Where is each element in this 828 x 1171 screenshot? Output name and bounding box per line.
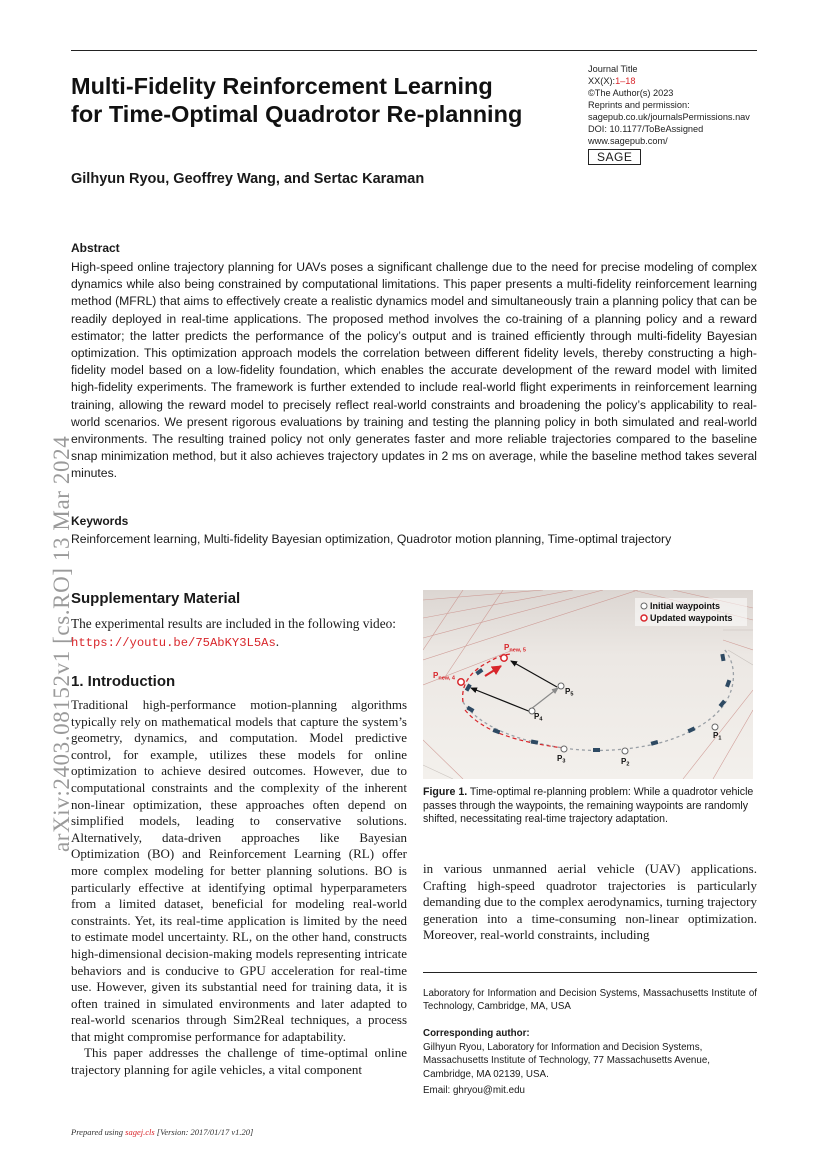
figure-1-caption: [423, 786, 757, 827]
journal-title: Journal Title: [588, 64, 638, 74]
supplementary-text: The experimental results are included in the following video:: [71, 616, 396, 631]
figure-1-label: Figure 1.: [423, 786, 468, 798]
author-list: Gilhyun Ryou, Geoffrey Wang, and Sertac Karaman: [71, 171, 425, 187]
corresponding-text: Gilhyun Ryou, Laboratory for Information and Decision Systems, Massachusetts Institute of Technology, 77 Massachusetts Avenue, Cambridge, MA 02139, USA.: [423, 1042, 710, 1080]
paper-title: [71, 72, 571, 128]
footer-prefix: Prepared using: [71, 1127, 126, 1137]
sage-logo: SAGE: [588, 149, 641, 165]
legend-initial-marker: [641, 603, 647, 609]
intro-paragraph-2: This paper addresses the challenge of time-optimal online trajectory planning for agile vehicles, a vital component: [71, 1045, 407, 1078]
doi: DOI: 10.1177/ToBeAssigned: [588, 124, 704, 134]
footer-suffix: [Version: 2017/01/17 v1.20]: [154, 1127, 254, 1137]
supplementary-heading: Supplementary Material: [71, 590, 241, 607]
top-rule: [71, 50, 757, 51]
page-footer: [71, 1127, 253, 1137]
introduction-continued: in various unmanned aerial vehicle (UAV) applications. Crafting high-speed quadrotor trajectories is particularly demanding due to the complex aerodynamics, turning trajectory generation into a time-consuming non-linear optimization. Moreover, real-world constraints, including: [423, 861, 757, 943]
journal-info: [588, 63, 788, 147]
keywords-heading: Keywords: [71, 514, 129, 528]
video-link[interactable]: https://youtu.be/75AbKY3L5As: [71, 635, 276, 650]
copyright: ©The Author(s) 2023: [588, 88, 674, 98]
introduction-heading: 1. Introduction: [71, 673, 176, 690]
reprints-label: Reprints and permission:: [588, 100, 690, 110]
footer-cls[interactable]: sagej.cls: [125, 1127, 155, 1137]
email[interactable]: Email: ghryou@mit.edu: [423, 1085, 525, 1096]
figure-1-caption-text: Time-optimal re-planning problem: While a quadrotor vehicle passes through the waypoints, the remaining waypoints are randomly shifted, necessitating real-time trajectory adaptation.: [423, 786, 754, 826]
arxiv-stamp: [13, 362, 74, 852]
waypoint-p2: [622, 748, 628, 754]
label-p4: P4: [534, 712, 543, 723]
label-p1: P1: [713, 731, 722, 742]
corresponding-heading: Corresponding author:: [423, 1028, 530, 1039]
keywords-body: Reinforcement learning, Multi-fidelity Bayesian optimization, Quadrotor motion planning, Time-optimal trajectory: [71, 532, 672, 546]
reprints-url: sagepub.co.uk/journalsPermissions.nav: [588, 112, 750, 122]
figure-1: [423, 590, 753, 779]
supplementary-suffix: .: [275, 633, 280, 649]
waypoint-pnew5: [501, 655, 507, 661]
volume-prefix: XX(X):: [588, 76, 616, 86]
label-p2: P2: [621, 757, 630, 768]
waypoint-p5: [558, 683, 564, 689]
label-p5: P5: [565, 687, 574, 698]
footnote-rule: [423, 972, 757, 973]
legend-initial: Initial waypoints: [650, 601, 721, 611]
affiliation: Laboratory for Information and Decision Systems, Massachusetts Institute of Technology, Cambridge, MA, USA: [423, 988, 757, 1013]
figure-1-image: [423, 590, 753, 779]
label-p3: P3: [557, 754, 566, 765]
abstract-body: High-speed online trajectory planning for UAVs poses a significant challenge due to the need for precise modeling of complex dynamics while also being constrained by computational limitations. This paper presents a multi-fidelity reinforcement learning method (MFRL) that aims to effectively create a realistic dynamics model and simultaneously train a planning policy that can be readily deployed in real-time applications. The proposed method involves the co-training of a planning policy and a reward estimator; the latter predicts the performance of the policy’s output and is trained efficiently through multi-fidelity Bayesian optimization. This optimization approach models the correlation between different fidelity levels, thereby constructing a high-fidelity model based on a low-fidelity foundation, which enables the accurate development of the reward model with limited high-fidelity experiments. The framework is further extended to include real-world flight experiments in reinforcement learning training, allowing the reward model to precisely reflect real-world constraints and broadening the policy’s applicability to real-world scenarios. We present rigorous evaluations by training and testing the planning policy in both simulated and real-world environments. The resulting trained policy not only generates faster and more reliable trajectories compared to the baseline snap minimization method, but it also achieves trajectory updates in 2 ms on average, while the baseline method takes several minutes.: [71, 260, 757, 481]
journal-volume: [588, 75, 788, 87]
title-line-1: Multi-Fidelity Reinforcement Learning: [71, 73, 493, 99]
waypoint-pnew4: [458, 679, 464, 685]
legend-updated: Updated waypoints: [650, 613, 733, 623]
legend-updated-marker: [641, 615, 647, 621]
waypoint-p3: [561, 746, 567, 752]
arxiv-stamp-text[interactable]: arXiv:2403.08152v1 [cs.RO] 13 Mar 2024: [49, 435, 74, 852]
label-pnew5: Pnew, 5: [504, 643, 526, 654]
title-line-2: for Time-Optimal Quadrotor Re-planning: [71, 101, 523, 127]
pages-link[interactable]: 1–18: [615, 76, 636, 86]
abstract-heading: Abstract: [71, 241, 120, 255]
figure-legend: [635, 598, 747, 626]
introduction-body: [71, 697, 407, 1079]
supplementary-body: [71, 615, 407, 652]
waypoint-p1: [712, 724, 718, 730]
label-pnew4: Pnew, 4: [433, 671, 455, 682]
intro-paragraph-1: Traditional high-performance motion-planning algorithms typically rely on mathematical models that capture the system’s geometry, dynamics, and computation. Model predictive control, for example, utilizes these models for online optimization to achieve desired outcomes. However, due to computational constraints and the complexity of the inherent non-linear optimization, these approaches often depend on simplified models, leading to conservative solutions. Alternatively, data-driven approaches like Bayesian Optimization (BO) and Reinforcement Learning (RL) offer more complex modeling for better planning solutions. BO is particularly effective at identifying optimal hyperparameters from a limited dataset, beneficial for modeling real-world constraints. Yet, its real-time application is limited by the need to estimate model uncertainty. RL, on the other hand, constructs high-dimensional decision-making models representing intricate behaviors and is conducive to GPU acceleration for real-time use. However, given its substantial need for training data, it is often trained in simulated environments and later adapted to real-world scenarios through Sim2Real techniques, a process that might compromise performance for adaptability.: [71, 697, 407, 1044]
website: www.sagepub.com/: [588, 136, 668, 146]
